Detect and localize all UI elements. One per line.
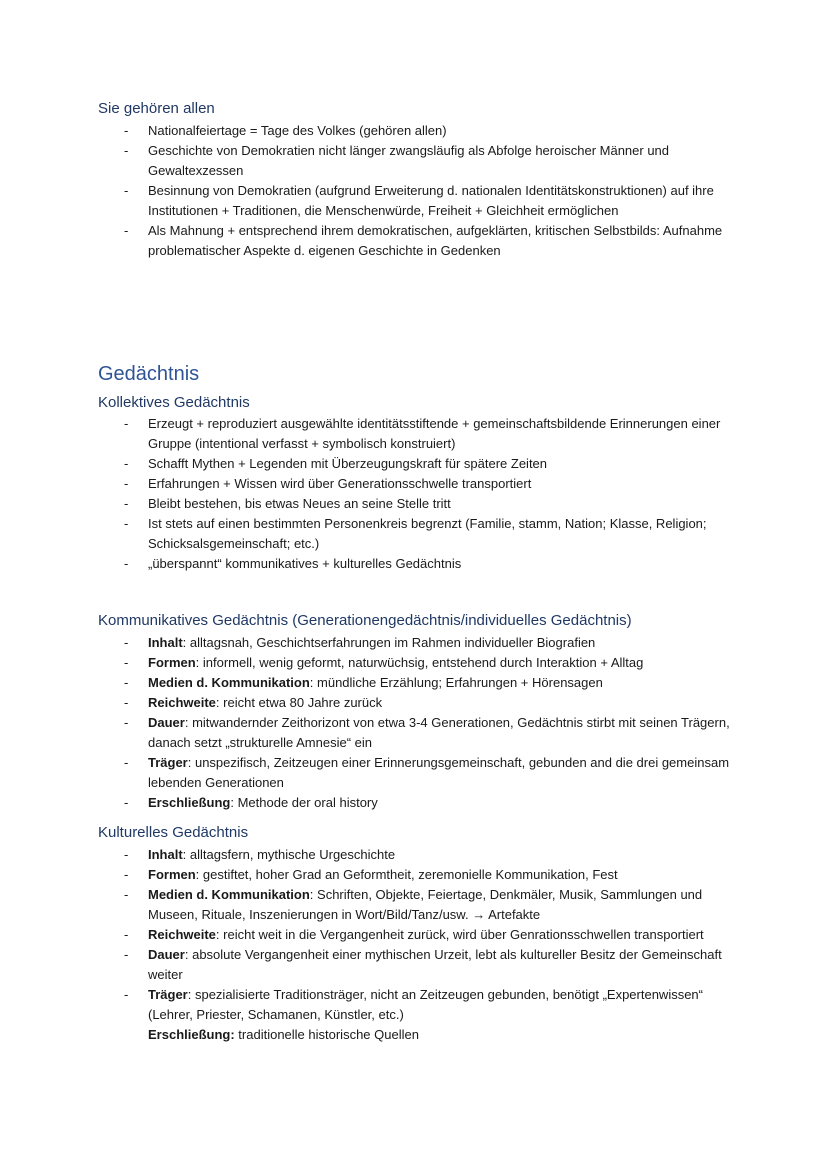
item-label: Inhalt [148, 847, 183, 862]
item-label: Inhalt [148, 635, 183, 650]
item-text: : reicht etwa 80 Jahre zurück [215, 695, 383, 710]
item-label: Träger [148, 755, 188, 770]
item-text: : alltagsnah, Geschichtserfahrungen im Rahmen individueller Biografien [182, 635, 596, 650]
list-sie-gehoeren-allen [122, 121, 742, 261]
list-item: - Schafft Mythen + Legenden mit Überzeugungskraft für spätere Zeiten [122, 454, 742, 474]
section-heading-kollektives-gedaechtnis: Kollektives Gedächtnis [98, 394, 250, 411]
list-item: - Ist stets auf einen bestimmten Personenkreis begrenzt (Familie, stamm, Nation; Klasse, Religion; Schicksalsgemeinschaft; etc.) [122, 514, 742, 554]
list-item [122, 985, 742, 1025]
list-item [122, 633, 742, 653]
item-label: Erschließung [148, 795, 231, 810]
item-label: Dauer [148, 947, 185, 962]
list-kollektives-gedaechtnis [122, 414, 742, 574]
list-item [122, 1025, 742, 1045]
item-text: traditionelle historische Quellen [234, 1027, 419, 1042]
list-item [122, 753, 742, 793]
list-item [122, 945, 742, 985]
item-label: Medien d. Kommunikation [148, 887, 310, 902]
item-text: : informell, wenig geformt, naturwüchsig, entstehend durch Interaktion + Alltag [195, 655, 644, 670]
item-label: Medien d. Kommunikation [148, 675, 310, 690]
item-label: Reichweite [148, 927, 216, 942]
list-item: - Erfahrungen + Wissen wird über Generationsschwelle transportiert [122, 474, 742, 494]
item-label: Erschließung: [148, 1027, 235, 1042]
list-item: - „überspannt“ kommunikatives + kulturelles Gedächtnis [122, 554, 742, 574]
list-kommunikatives-gedaechtnis [122, 633, 742, 813]
list-item: - Bleibt bestehen, bis etwas Neues an seine Stelle tritt [122, 494, 742, 514]
item-text: : reicht weit in die Vergangenheit zurück, wird über Genrationsschwellen transportiert [215, 927, 704, 942]
item-label: Dauer [148, 715, 185, 730]
list-item [122, 865, 742, 885]
list-item [122, 693, 742, 713]
item-text: : Schriften, Objekte, Feiertage, Denkmäler, Musik, Sammlungen und Museen, Rituale, Inszenierungen in Wort/Bild/Tanz/usw. → Artefakte [148, 887, 703, 922]
item-label: Formen [148, 867, 196, 882]
section-heading-kulturelles-gedaechtnis: Kulturelles Gedächtnis [98, 824, 249, 841]
item-label: Formen [148, 655, 196, 670]
list-item: - Als Mahnung + entsprechend ihrem demokratischen, aufgeklärten, kritischen Selbstbilds: Aufnahme problematischer Aspekte d. eigenen Geschichte in Gedenken [122, 221, 742, 261]
item-text: : gestiftet, hoher Grad an Geformtheit, zeremonielle Kommunikation, Fest [195, 867, 618, 882]
list-kulturelles-gedaechtnis [122, 845, 742, 1045]
item-text: : alltagsfern, mythische Urgeschichte [182, 847, 396, 862]
list-item [122, 793, 742, 813]
item-text: : Methode der oral history [230, 795, 378, 810]
item-text: : unspezifisch, Zeitzeugen einer Erinnerungsgemeinschaft, gebunden and die drei gemeinsam lebenden Generationen [148, 755, 730, 790]
list-item [122, 653, 742, 673]
list-item: - Geschichte von Demokratien nicht länger zwangsläufig als Abfolge heroischer Männer und Gewaltexzessen [122, 141, 742, 181]
item-text: : mündliche Erzählung; Erfahrungen + Hörensagen [309, 675, 603, 690]
list-item [122, 845, 742, 865]
item-text: : mitwandernder Zeithorizont von etwa 3-4 Generationen, Gedächtnis stirbt mit seinen Trägern, danach setzt „strukturelle Amnesie“ ein [148, 715, 730, 750]
list-item [122, 925, 742, 945]
list-item [122, 885, 742, 925]
item-label: Reichweite [148, 695, 216, 710]
list-item: - Nationalfeiertage = Tage des Volkes (gehören allen) [122, 121, 742, 141]
list-item: - Erzeugt + reproduziert ausgewählte identitätsstiftende + gemeinschaftsbildende Erinnerungen einer Gruppe (intentional verfasst + symbolisch konstruiert) [122, 414, 742, 454]
list-item [122, 673, 742, 693]
main-heading-gedaechtnis: Gedächtnis [98, 363, 200, 385]
section-heading-sie-gehoeren-allen: Sie gehören allen [98, 100, 215, 117]
item-text: : absolute Vergangenheit einer mythischen Urzeit, lebt als kultureller Besitz der Gemeinschaft weiter [148, 947, 722, 982]
item-label: Träger [148, 987, 188, 1002]
item-text: : spezialisierte Traditionsträger, nicht an Zeitzeugen gebunden, benötigt „Expertenwissen“ (Lehrer, Priester, Schamanen, Künstler, etc.) [148, 987, 703, 1022]
list-item: - Besinnung von Demokratien (aufgrund Erweiterung d. nationalen Identitätskonstruktionen) auf ihre Institutionen + Traditionen, die Menschenwürde, Freiheit + Gleichheit ermöglichen [122, 181, 742, 221]
list-item [122, 713, 742, 753]
section-heading-kommunikatives-gedaechtnis: Kommunikatives Gedächtnis (Generationengedächtnis/individuelles Gedächtnis) [98, 612, 632, 629]
